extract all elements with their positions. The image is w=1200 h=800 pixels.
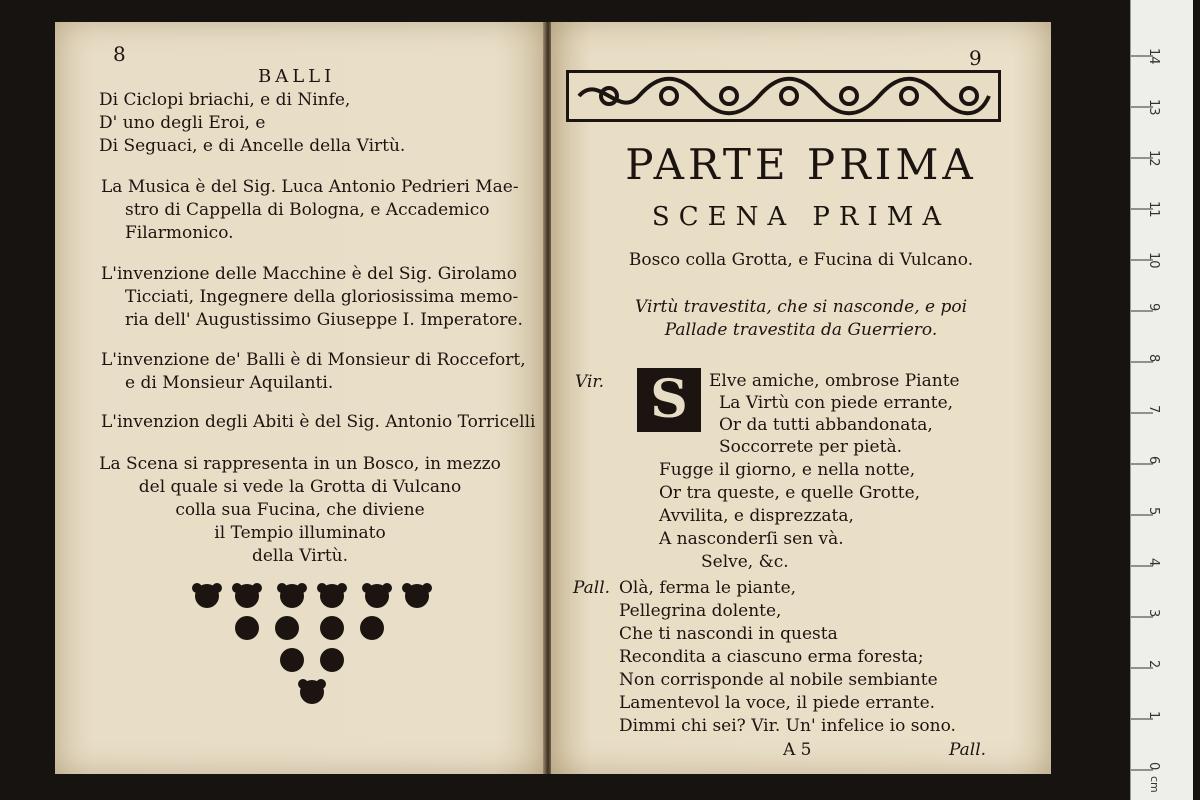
credit-line: La Musica è del Sig. Luca Antonio Pedrieri Mae- (101, 177, 519, 197)
ruler-number: 10 (1146, 252, 1161, 269)
verse-line: La Virtù con piede errante, (719, 393, 954, 413)
scena-description-line: La Scena si rappresenta in un Bosco, in mezzo (99, 454, 501, 474)
credit-line: Filarmonico. (125, 223, 234, 243)
verse-line: Dimmi chi sei? Vir. Un' infelice io sono. (619, 716, 956, 736)
ruler-number: 0 (1146, 762, 1161, 771)
scene-title: SCENA PRIMA (651, 202, 951, 232)
credit-line: L'invenzion degli Abiti è del Sig. Antonio Torricelli (101, 412, 536, 432)
measurement-ruler (1130, 0, 1193, 800)
credit-line: e di Monsieur Aquilanti. (125, 373, 334, 393)
drop-cap-initial: S (637, 368, 701, 432)
speaker-pall: Pall. (573, 578, 611, 598)
ruler-ticks (1131, 0, 1193, 800)
book-spread (55, 22, 1055, 774)
left-page (55, 22, 545, 774)
ruler-number: 1 (1146, 711, 1161, 720)
verse-line: Pellegrina dolente, (619, 601, 782, 621)
stage-direction: Pallade travestita da Guerriero. (664, 320, 938, 340)
ruler-number: 7 (1146, 405, 1161, 414)
balli-line: D' uno degli Eroi, e (99, 113, 266, 133)
balli-line: Di Ciclopi briachi, e di Ninfe, (99, 90, 351, 110)
verse-line: Soccorrete per pietà. (719, 437, 902, 457)
balli-title: BALLI (258, 66, 336, 87)
verse-line: Fugge il giorno, e nella notte, (659, 460, 916, 480)
page-number-left: 8 (113, 42, 126, 66)
ruler-number: 2 (1146, 660, 1161, 669)
verse-line: Or da tutti abbandonata, (719, 415, 933, 435)
verse-line: Che ti nascondi in questa (619, 624, 838, 644)
ruler-number: 9 (1146, 303, 1161, 312)
ruler-number: 8 (1146, 354, 1161, 363)
credit-line: Ticciati, Ingegnere della gloriosissima memo- (125, 287, 519, 307)
catchword: Pall. (949, 740, 987, 760)
ruler-unit: cm (1148, 776, 1161, 793)
fleuron-icon (192, 583, 432, 608)
ruler-number: 11 (1146, 201, 1161, 218)
credit-line: stro di Cappella di Bologna, e Accademico (125, 200, 490, 220)
right-page (551, 22, 1051, 774)
scene-setting: Bosco colla Grotta, e Fucina di Vulcano. (628, 250, 974, 270)
fleuron-ornament (185, 574, 435, 724)
scena-description-line: il Tempio illuminato (214, 523, 386, 543)
balli-line: Di Seguaci, e di Ancelle della Virtù. (99, 136, 406, 156)
verse-line: Elve amiche, ombrose Piante (709, 371, 960, 391)
verse-line: A nasconderſi sen và. (659, 529, 844, 549)
ruler-number: 13 (1146, 99, 1161, 116)
ruler-number: 5 (1146, 507, 1161, 516)
credit-line: ria dell' Augustissimo Giuseppe I. Imperatore. (125, 310, 523, 330)
verse-line: Avvilita, e disprezzata, (659, 506, 854, 526)
verse-line: Recondita a ciascuno erma foresta; (619, 647, 924, 667)
ruler-number: 12 (1146, 150, 1161, 167)
scroll-ornament-icon (569, 73, 998, 119)
stage-direction: Virtù travestita, che si nasconde, e poi (634, 297, 968, 317)
ruler-number: 14 (1146, 48, 1161, 65)
scena-description-line: del quale si vede la Grotta di Vulcano (138, 477, 462, 497)
part-title: PARTE PRIMA (625, 140, 977, 189)
verse-line: Selve, &c. (701, 552, 789, 572)
verse-line: Lamentevol la voce, il piede errante. (619, 693, 936, 713)
signature-mark: A 5 (783, 740, 812, 760)
decorative-headband (566, 70, 1001, 122)
scena-description-line: della Virtù. (251, 546, 349, 566)
verse-line: Or tra queste, e quelle Grotte, (659, 483, 921, 503)
credit-line: L'invenzione delle Macchine è del Sig. Girolamo (101, 264, 517, 284)
verse-line: Olà, ferma le piante, (619, 578, 797, 598)
ruler-number: 4 (1146, 558, 1161, 567)
credit-line: L'invenzione de' Balli è di Monsieur di Roccefort, (101, 350, 526, 370)
page-number-right: 9 (969, 46, 982, 70)
ruler-number: 6 (1146, 456, 1161, 465)
verse-line: Non corrisponde al nobile sembiante (619, 670, 938, 690)
scena-description-line: colla sua Fucina, che diviene (175, 500, 425, 520)
speaker-vir: Vir. (575, 372, 605, 392)
ruler-number: 3 (1146, 609, 1161, 618)
